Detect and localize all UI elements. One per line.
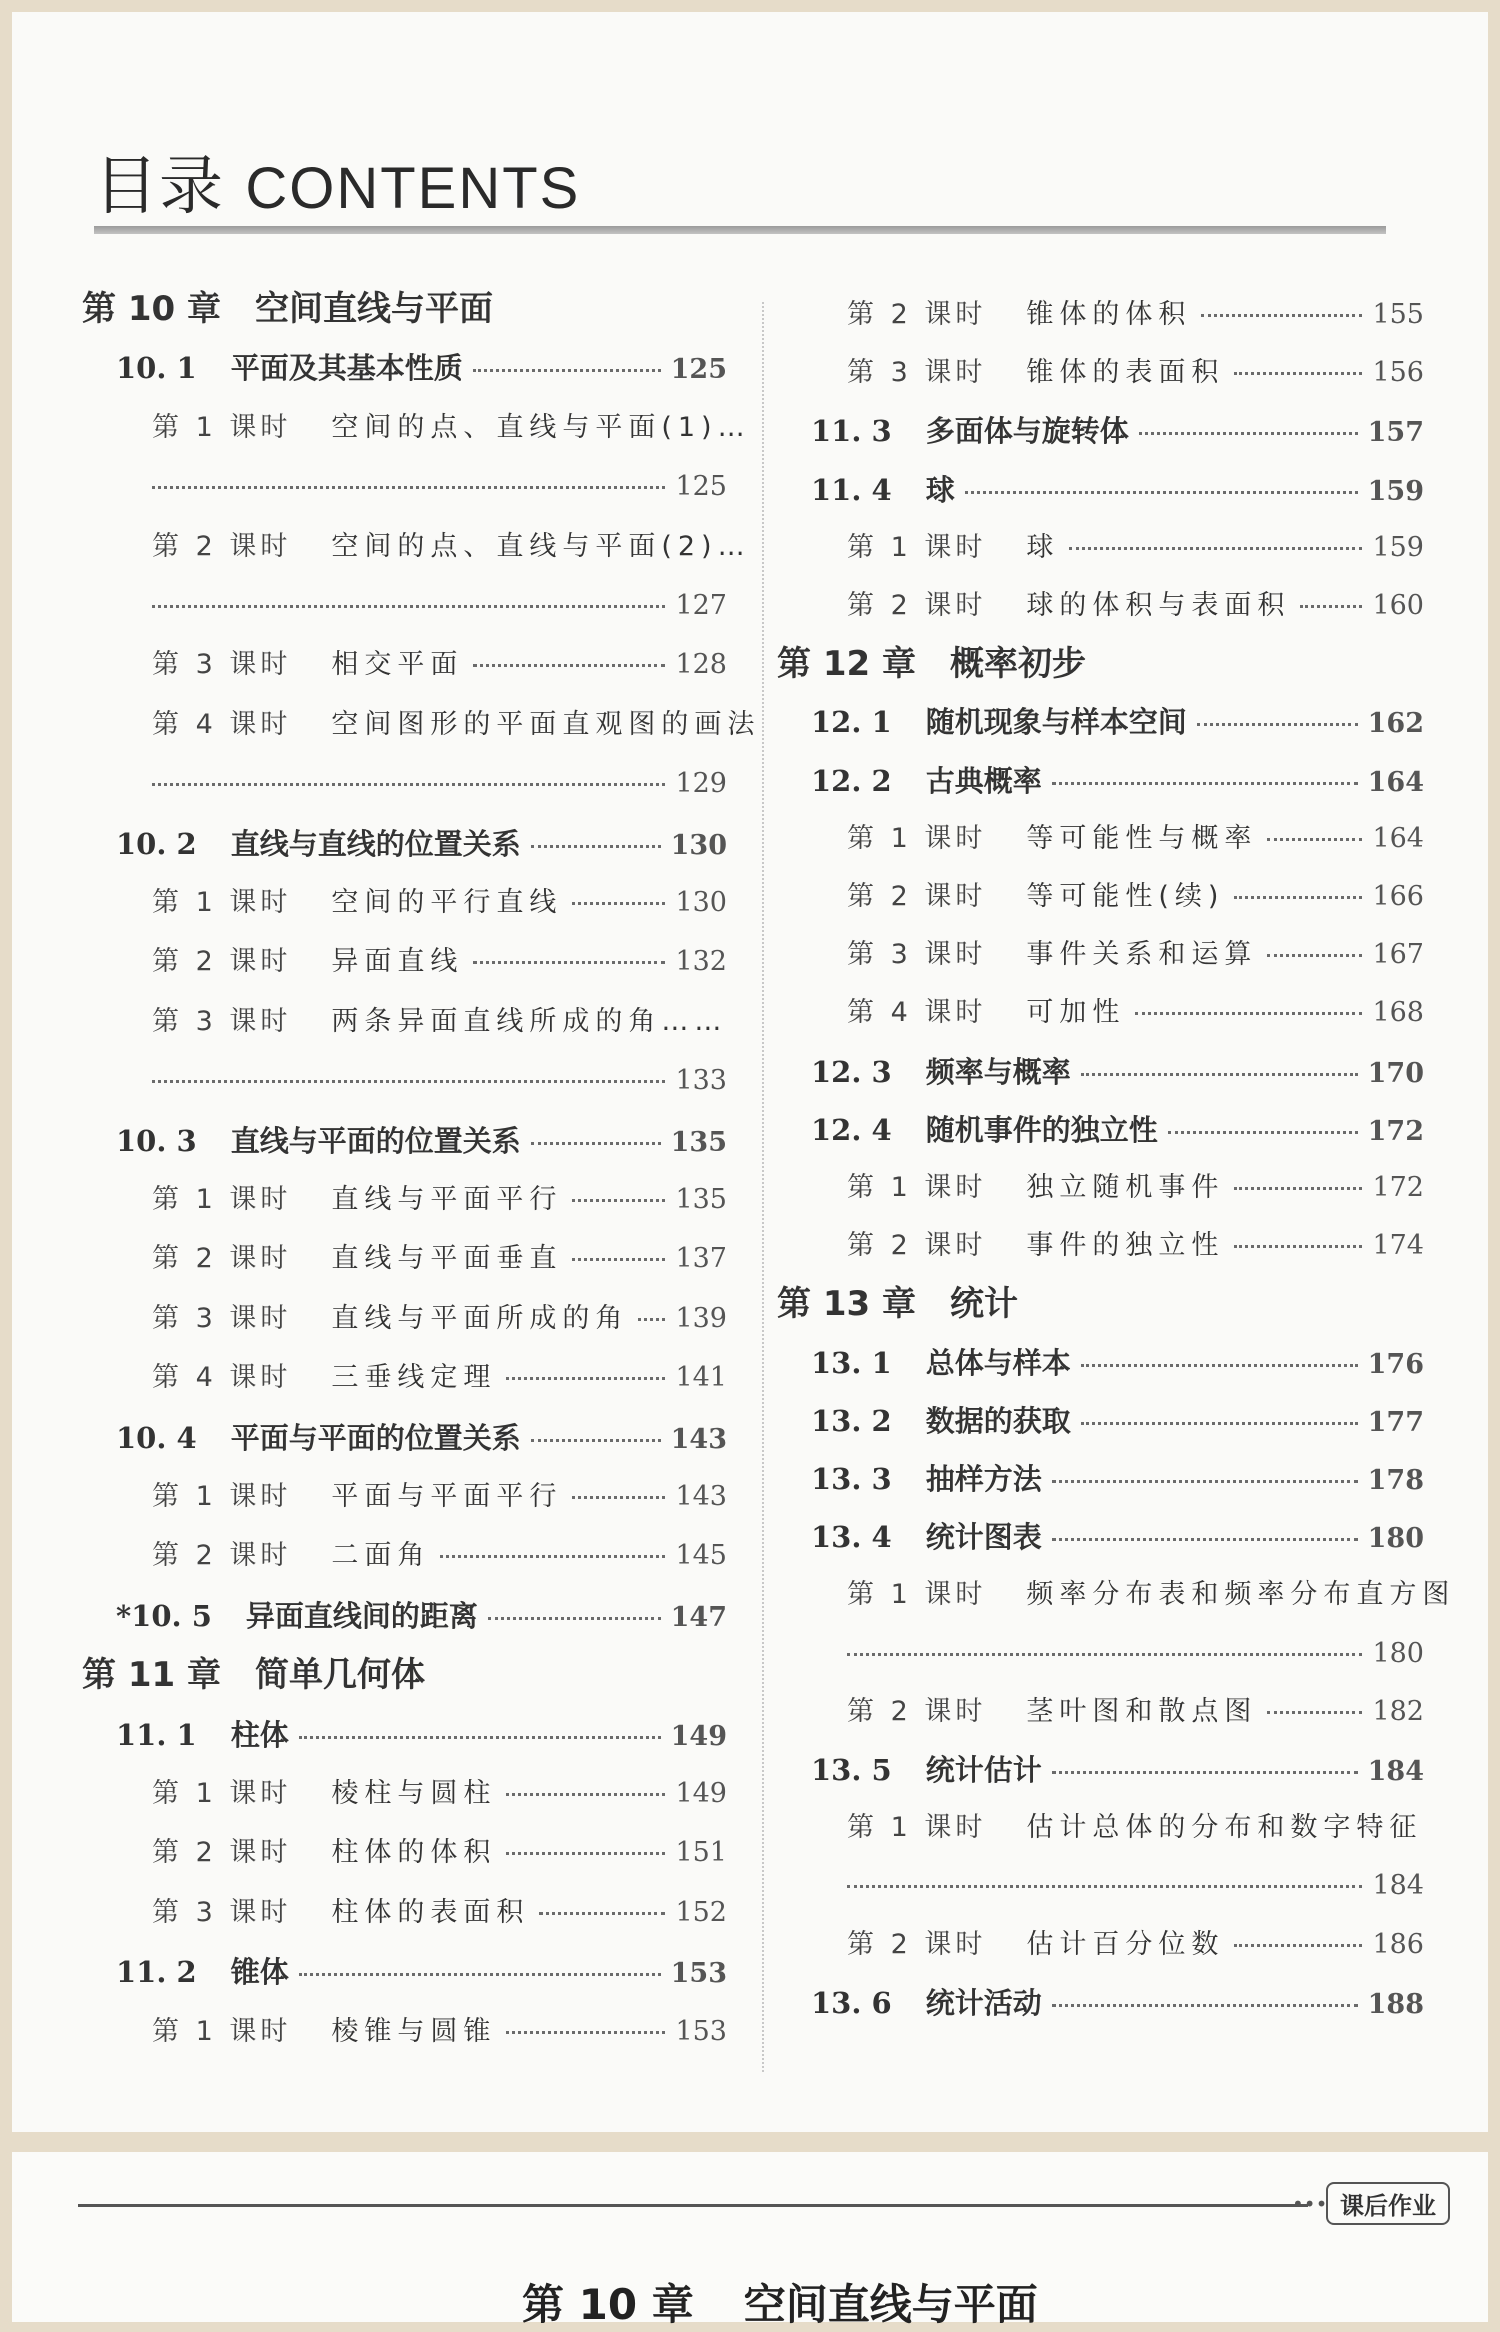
section-number: 13. 5 <box>811 1753 892 1787</box>
lesson-title: 球 <box>1026 531 1060 563</box>
page-number: 168 <box>1372 997 1424 1029</box>
toc-section <box>811 1745 1424 1795</box>
section-number: 12. 4 <box>811 1112 892 1147</box>
dot-leader <box>440 1555 665 1558</box>
section-title: 统计图表 <box>925 1520 1042 1555</box>
lesson-label: 第 1 课时 <box>152 887 292 918</box>
lesson-label: 第 2 课时 <box>847 881 987 912</box>
section-number: 13. 6 <box>811 1985 892 2020</box>
page-number: 130 <box>670 829 727 861</box>
page-number: 132 <box>675 946 727 978</box>
chapter-title: 简单几何体 <box>255 1655 425 1696</box>
lesson-title: 事件的独立性 <box>1026 1230 1225 1262</box>
page-number: 137 <box>675 1243 727 1275</box>
lesson-label: 第 1 课时 <box>847 822 987 854</box>
page-number: 155 <box>1372 299 1424 330</box>
section-number: 11. 4 <box>811 472 892 507</box>
toc-lesson <box>847 1920 1424 1970</box>
section-number: 12. 3 <box>811 1054 892 1089</box>
section-number: 13. 3 <box>811 1462 892 1496</box>
dot-leader <box>1081 1422 1358 1425</box>
chapter-title: 空间直线与平面 <box>255 289 493 329</box>
lesson-title: 球的体积与表面积 <box>1026 590 1291 621</box>
page-number: 149 <box>675 1778 727 1809</box>
lesson-title: 棱柱与圆柱 <box>331 1778 497 1809</box>
lesson-title: 二面角 <box>331 1540 431 1572</box>
section-title: 总体与样本 <box>925 1345 1071 1380</box>
section-title: 数据的获取 <box>925 1403 1071 1438</box>
page-number: 135 <box>675 1184 727 1215</box>
toc-section <box>116 1116 727 1166</box>
lesson-title: 估计总体的分布和数字特征 <box>1026 1812 1423 1844</box>
next-page-chapter-title: 空间直线与平面 <box>743 2280 1038 2329</box>
dot-leader <box>299 1736 661 1739</box>
dot-leader <box>1234 1944 1362 1947</box>
lesson-label: 第 1 课时 <box>152 1184 292 1215</box>
section-title: 古典概率 <box>925 763 1042 798</box>
lesson-title: 茎叶图和散点图 <box>1026 1695 1258 1727</box>
toc-section <box>811 1105 1424 1155</box>
toc-cont <box>152 581 727 631</box>
lesson-label: 第 2 课时 <box>847 1230 987 1262</box>
dot-leader <box>1052 1771 1358 1774</box>
lesson-label: 第 2 课时 <box>847 299 987 330</box>
page-number: 184 <box>1372 1870 1424 1902</box>
page-number: 157 <box>1367 417 1424 449</box>
lesson-label: 第 3 课时 <box>152 1005 292 1037</box>
dot-leader <box>1081 1364 1358 1367</box>
lesson-title: 估计百分位数 <box>1026 1928 1225 1960</box>
lesson-title: 等可能性与概率 <box>1026 822 1258 854</box>
lesson-label: 第 2 课时 <box>152 1540 292 1572</box>
lesson-label: 第 1 课时 <box>152 2015 292 2047</box>
section-number: 12. 1 <box>811 705 892 740</box>
title-latin: CONTENTS <box>245 156 581 221</box>
page-number: 125 <box>670 354 727 386</box>
toc-cont <box>152 1056 727 1106</box>
toc-lesson <box>847 523 1424 573</box>
lesson-label: 第 2 课时 <box>152 530 292 562</box>
lesson-title: 事件关系和运算 <box>1026 939 1258 971</box>
section-title: 直线与直线的位置关系 <box>230 826 521 861</box>
lesson-label: 第 2 课时 <box>847 590 987 621</box>
lesson-label: 第 1 课时 <box>152 411 292 443</box>
dot-leader <box>539 1912 665 1915</box>
toc-lesson <box>152 640 727 690</box>
toc-lesson <box>152 1472 727 1522</box>
chapter-number: 第 13 章 <box>777 1284 916 1325</box>
lesson-label: 第 4 课时 <box>847 997 987 1029</box>
page-number: 139 <box>675 1302 727 1334</box>
lesson-label: 第 1 课时 <box>847 1579 987 1611</box>
lesson-label: 第 4 课时 <box>152 1362 292 1394</box>
toc-section <box>116 1413 727 1463</box>
dot-leader <box>506 2031 665 2034</box>
section-title: 统计活动 <box>925 1985 1042 2020</box>
toc-section <box>811 465 1424 515</box>
dot-leader <box>1081 1073 1358 1076</box>
lesson-title: 异面直线 <box>331 946 464 978</box>
homework-badge: 课后作业 <box>1326 2182 1450 2225</box>
section-number: 10. 1 <box>116 351 197 386</box>
lesson-title: 空间的点、直线与平面(1)… <box>331 411 751 443</box>
toc-lesson <box>847 872 1424 922</box>
section-title: 抽样方法 <box>925 1462 1042 1496</box>
toc-section <box>811 406 1424 456</box>
lesson-label: 第 3 课时 <box>847 939 987 971</box>
page-number: 130 <box>675 887 727 918</box>
page-number: 151 <box>675 1837 727 1869</box>
footer-dots: ••• <box>1292 2192 1328 2216</box>
toc-chapter <box>82 1650 727 1700</box>
chapter-number: 第 10 章 <box>82 289 221 329</box>
page-number: 160 <box>1372 590 1424 621</box>
dot-leader <box>1267 1711 1362 1714</box>
page-number: 149 <box>670 1720 727 1752</box>
section-number: 10. 4 <box>116 1420 197 1455</box>
section-number: 13. 2 <box>811 1403 892 1438</box>
page-number: 141 <box>675 1362 727 1394</box>
lesson-title: 频率分布表和频率分布直方图 <box>1026 1579 1456 1611</box>
dot-leader <box>847 1653 1362 1656</box>
page-number: 153 <box>675 2015 727 2047</box>
lesson-label: 第 1 课时 <box>847 531 987 563</box>
toc-section <box>116 819 727 869</box>
lesson-label: 第 3 课时 <box>152 1896 292 1928</box>
dot-leader <box>1201 314 1362 317</box>
lesson-title: 两条异面直线所成的角…… <box>331 1005 728 1037</box>
dot-leader <box>1300 605 1362 608</box>
section-title: 平面及其基本性质 <box>230 351 463 386</box>
section-number: 10. 2 <box>116 826 197 861</box>
lesson-label: 第 1 课时 <box>847 1812 987 1844</box>
toc-lesson <box>847 1570 1456 1620</box>
page-number: 147 <box>670 1601 727 1633</box>
dot-leader <box>531 1142 661 1145</box>
section-title: 统计估计 <box>925 1753 1042 1787</box>
toc-lesson <box>152 878 727 928</box>
dot-leader <box>506 1793 665 1796</box>
dot-leader <box>152 605 665 608</box>
lesson-title: 平面与平面平行 <box>331 1481 563 1512</box>
toc-chapter <box>777 639 1424 689</box>
section-title: 频率与概率 <box>925 1054 1071 1089</box>
lesson-label: 第 2 课时 <box>152 1837 292 1869</box>
page-number: 164 <box>1367 766 1424 798</box>
toc-lesson <box>152 1294 727 1344</box>
toc-cont <box>847 1629 1424 1679</box>
toc-section <box>811 697 1424 747</box>
toc-cont <box>152 759 727 809</box>
section-title: 随机现象与样本空间 <box>925 705 1187 740</box>
toc-section <box>811 756 1424 806</box>
lesson-title: 三垂线定理 <box>331 1362 497 1394</box>
lesson-label: 第 3 课时 <box>152 1302 292 1334</box>
dot-leader <box>1135 1012 1362 1015</box>
dot-leader <box>1052 2004 1358 2007</box>
toc-chapter <box>82 284 727 334</box>
lesson-label: 第 4 课时 <box>152 708 292 740</box>
page-number: 143 <box>670 1423 727 1455</box>
chapter-number: 第 11 章 <box>82 1655 221 1696</box>
page-title <box>94 142 580 232</box>
dot-leader <box>506 1852 665 1855</box>
dot-leader <box>506 1377 665 1380</box>
page-number: 177 <box>1367 1406 1424 1438</box>
section-number: 11. 3 <box>811 414 892 449</box>
dot-leader <box>152 1080 665 1083</box>
toc-lesson <box>847 348 1424 398</box>
lesson-title: 直线与平面垂直 <box>331 1243 563 1275</box>
page-number: 172 <box>1372 1172 1424 1203</box>
dot-leader <box>152 486 665 489</box>
toc-lesson <box>152 1888 727 1938</box>
section-title: 锥体 <box>230 1955 289 1990</box>
dot-leader <box>1052 1480 1358 1483</box>
chapter-title: 概率初步 <box>950 644 1086 685</box>
page-number: 166 <box>1372 881 1424 912</box>
toc-section <box>116 1947 727 1997</box>
dot-leader <box>965 491 1358 494</box>
column-divider <box>762 302 764 2072</box>
dot-leader <box>1234 1187 1362 1190</box>
toc-lesson <box>152 1531 727 1581</box>
toc-section <box>811 1047 1424 1097</box>
dot-leader <box>531 845 661 848</box>
dot-leader <box>1168 1131 1358 1134</box>
next-page-strip <box>12 2152 1488 2329</box>
section-number: 13. 4 <box>811 1520 892 1555</box>
toc-lesson <box>847 290 1424 340</box>
lesson-title: 直线与平面平行 <box>331 1184 563 1215</box>
section-number: 11. 2 <box>116 1955 197 1990</box>
dot-leader <box>473 369 661 372</box>
toc-cont <box>152 462 727 512</box>
page-number: 159 <box>1367 475 1424 507</box>
lesson-label: 第 3 课时 <box>847 357 987 389</box>
dot-leader <box>299 1973 661 1976</box>
lesson-label: 第 2 课时 <box>847 1928 987 1960</box>
next-page-chapter-num: 第 10 章 <box>522 2280 694 2329</box>
page-number: 135 <box>670 1126 727 1158</box>
section-title: 球 <box>925 472 955 507</box>
toc-section <box>811 1978 1424 2028</box>
page-number: 152 <box>675 1896 727 1928</box>
toc-lesson <box>847 581 1424 631</box>
dot-leader <box>1267 954 1362 957</box>
toc-lesson <box>152 1828 727 1878</box>
page-number: 145 <box>675 1540 727 1572</box>
toc-lesson <box>152 1769 727 1819</box>
lesson-label: 第 1 课时 <box>152 1481 292 1512</box>
dot-leader <box>572 1258 665 1261</box>
lesson-title: 锥体的体积 <box>1026 299 1192 330</box>
section-number: 13. 1 <box>811 1345 892 1380</box>
section-number: 11. 1 <box>116 1717 197 1752</box>
section-number: 10. 3 <box>116 1123 197 1158</box>
toc-section <box>811 1338 1424 1388</box>
toc-lesson <box>847 1803 1424 1853</box>
dot-leader <box>152 783 665 786</box>
section-title: 平面与平面的位置关系 <box>230 1420 521 1455</box>
dot-leader <box>572 902 665 905</box>
lesson-title: 空间图形的平面直观图的画法 <box>331 708 761 740</box>
toc-lesson <box>152 1353 727 1403</box>
toc-lesson <box>847 988 1424 1038</box>
toc-chapter <box>777 1279 1424 1329</box>
dot-leader <box>638 1318 665 1321</box>
dot-leader <box>1139 432 1358 435</box>
dot-leader <box>1267 838 1362 841</box>
dot-leader <box>1052 782 1358 785</box>
lesson-title: 相交平面 <box>331 649 464 681</box>
page-number: 156 <box>1372 357 1424 389</box>
section-title: 多面体与旋转体 <box>925 414 1129 449</box>
lesson-title: 空间的点、直线与平面(2)… <box>331 530 751 562</box>
dot-leader <box>572 1199 665 1202</box>
toc-lesson <box>152 1175 727 1225</box>
page-number: 182 <box>1372 1695 1424 1727</box>
toc-lesson <box>152 403 751 453</box>
section-title: 异面直线间的距离 <box>245 1598 478 1633</box>
chapter-number: 第 12 章 <box>777 644 916 685</box>
page-number: 167 <box>1372 939 1424 971</box>
lesson-title: 柱体的表面积 <box>331 1896 530 1928</box>
toc-lesson <box>847 930 1424 980</box>
lesson-title: 独立随机事件 <box>1026 1172 1225 1203</box>
toc-lesson <box>152 522 751 572</box>
page-number: 143 <box>675 1481 727 1512</box>
dot-leader <box>473 664 665 667</box>
toc-lesson <box>847 1221 1424 1271</box>
lesson-title: 可加性 <box>1026 997 1126 1029</box>
contents-page <box>12 12 1488 2132</box>
page-number: 129 <box>675 768 727 800</box>
toc-section <box>811 1396 1424 1446</box>
page-number: 164 <box>1372 822 1424 854</box>
page-number: 184 <box>1367 1756 1424 1787</box>
page-number: 172 <box>1367 1115 1424 1147</box>
lesson-title: 空间的平行直线 <box>331 887 563 918</box>
title-main: 目录 <box>94 150 224 224</box>
dot-leader <box>473 961 665 964</box>
chapter-title: 统计 <box>950 1284 1018 1325</box>
section-title: 柱体 <box>230 1717 289 1752</box>
page-number: 180 <box>1372 1637 1424 1669</box>
page-number: 159 <box>1372 531 1424 563</box>
toc-lesson <box>152 1234 727 1284</box>
page-number: 162 <box>1367 708 1424 740</box>
next-page-chapter-heading <box>522 2272 1038 2332</box>
dot-leader <box>488 1617 661 1620</box>
lesson-title: 棱锥与圆锥 <box>331 2015 497 2047</box>
section-title: 随机事件的独立性 <box>925 1112 1158 1147</box>
lesson-label: 第 3 课时 <box>152 649 292 681</box>
lesson-title: 直线与平面所成的角 <box>331 1302 629 1334</box>
page-number: 133 <box>675 1065 727 1097</box>
lesson-label: 第 1 课时 <box>847 1172 987 1203</box>
toc-section <box>811 1454 1424 1504</box>
dot-leader <box>1234 896 1362 899</box>
page-number: 180 <box>1367 1523 1424 1555</box>
section-number: 12. 2 <box>811 763 892 798</box>
page-number: 188 <box>1367 1988 1424 2020</box>
page-number: 174 <box>1372 1230 1424 1262</box>
dot-leader <box>1234 1245 1362 1248</box>
page-number: 170 <box>1367 1057 1424 1089</box>
page-number: 128 <box>675 649 727 681</box>
toc-lesson <box>152 2007 727 2057</box>
footer-rule <box>78 2204 1308 2207</box>
page-number: 176 <box>1367 1348 1424 1380</box>
dot-leader <box>1052 1538 1358 1541</box>
dot-leader <box>1234 372 1362 375</box>
lesson-title: 柱体的体积 <box>331 1837 497 1869</box>
toc-cont <box>847 1861 1424 1911</box>
page-number: 186 <box>1372 1928 1424 1960</box>
toc-lesson <box>152 937 727 987</box>
toc-lesson <box>847 1163 1424 1213</box>
page-number: 125 <box>675 471 727 503</box>
toc-section <box>116 343 727 393</box>
toc-section <box>116 1591 727 1641</box>
section-number: *10. 5 <box>116 1598 212 1633</box>
title-rule <box>94 226 1386 234</box>
toc-lesson <box>847 1687 1424 1737</box>
dot-leader <box>1197 723 1358 726</box>
toc-lesson <box>152 997 727 1047</box>
lesson-label: 第 1 课时 <box>152 1778 292 1809</box>
toc-section <box>116 1710 727 1760</box>
lesson-label: 第 2 课时 <box>152 946 292 978</box>
section-title: 直线与平面的位置关系 <box>230 1123 521 1158</box>
page-number: 127 <box>675 590 727 621</box>
lesson-label: 第 2 课时 <box>152 1243 292 1275</box>
dot-leader <box>531 1439 661 1442</box>
dot-leader <box>572 1496 665 1499</box>
lesson-title: 等可能性(续) <box>1026 881 1225 912</box>
lesson-label: 第 2 课时 <box>847 1695 987 1727</box>
lesson-title: 锥体的表面积 <box>1026 357 1225 389</box>
page-number: 178 <box>1367 1465 1424 1496</box>
toc-lesson <box>847 814 1424 864</box>
toc-section <box>811 1512 1424 1562</box>
page-number: 153 <box>670 1958 727 1990</box>
dot-leader <box>1069 547 1362 550</box>
toc-lesson <box>152 700 761 750</box>
dot-leader <box>847 1885 1362 1888</box>
